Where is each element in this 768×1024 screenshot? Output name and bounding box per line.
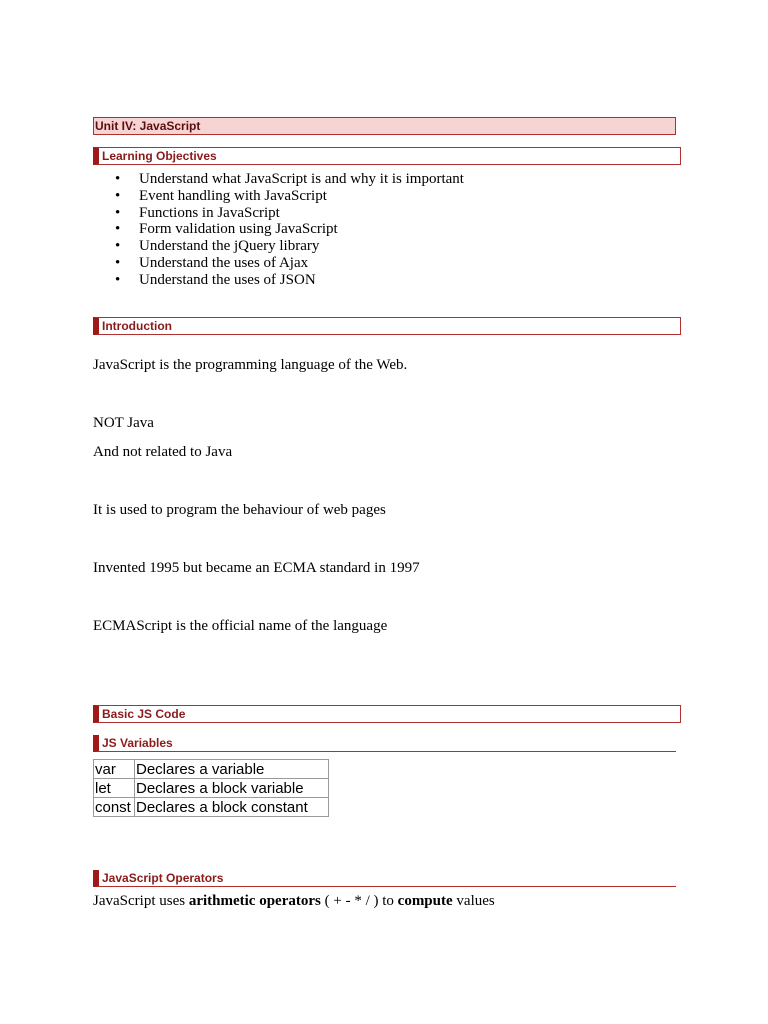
list-item: • Understand the uses of Ajax bbox=[93, 255, 464, 272]
list-item: • Understand the uses of JSON bbox=[93, 272, 464, 289]
intro-paragraph: NOT Java bbox=[93, 415, 154, 431]
intro-paragraph: It is used to program the behaviour of web pages bbox=[93, 502, 386, 518]
list-item: • Event handling with JavaScript bbox=[93, 188, 464, 205]
operators-bold-text: arithmetic operators bbox=[188, 893, 321, 909]
list-item: • Functions in JavaScript bbox=[93, 205, 464, 222]
table-cell-description: Declares a variable bbox=[135, 760, 329, 779]
section-heading-learning-objectives: Learning Objectives bbox=[93, 147, 681, 165]
list-item: • Form validation using JavaScript bbox=[93, 221, 464, 238]
intro-paragraph: ECMAScript is the official name of the language bbox=[93, 618, 388, 634]
section-heading-introduction: Introduction bbox=[93, 317, 681, 335]
variables-table bbox=[93, 759, 329, 817]
table-row bbox=[94, 798, 329, 817]
table-row bbox=[94, 779, 329, 798]
operators-bold-text: compute bbox=[397, 893, 453, 909]
list-item: • Understand the jQuery library bbox=[93, 238, 464, 255]
list-item: • Understand what JavaScript is and why it is important bbox=[93, 171, 464, 188]
table-cell-keyword: let bbox=[94, 779, 135, 798]
operators-text: ( + - * / ) to bbox=[320, 893, 398, 909]
section-heading-basic-js-code: Basic JS Code bbox=[93, 705, 681, 723]
intro-paragraph: Invented 1995 but became an ECMA standard in 1997 bbox=[93, 560, 420, 576]
intro-paragraph: JavaScript is the programming language of the Web. bbox=[93, 357, 408, 373]
operators-text: values bbox=[452, 893, 495, 909]
operators-paragraph bbox=[93, 893, 495, 910]
table-cell-description: Declares a block constant bbox=[135, 798, 329, 817]
operators-text: JavaScript uses bbox=[93, 893, 189, 909]
table-cell-keyword: var bbox=[94, 760, 135, 779]
section-heading-js-variables: JS Variables bbox=[93, 735, 676, 752]
table-row bbox=[94, 760, 329, 779]
table-cell-keyword: const bbox=[94, 798, 135, 817]
intro-paragraph: And not related to Java bbox=[93, 444, 233, 460]
section-heading-javascript-operators: JavaScript Operators bbox=[93, 870, 676, 887]
unit-title: Unit IV: JavaScript bbox=[93, 117, 676, 135]
objectives-list bbox=[93, 171, 464, 289]
table-cell-description: Declares a block variable bbox=[135, 779, 329, 798]
